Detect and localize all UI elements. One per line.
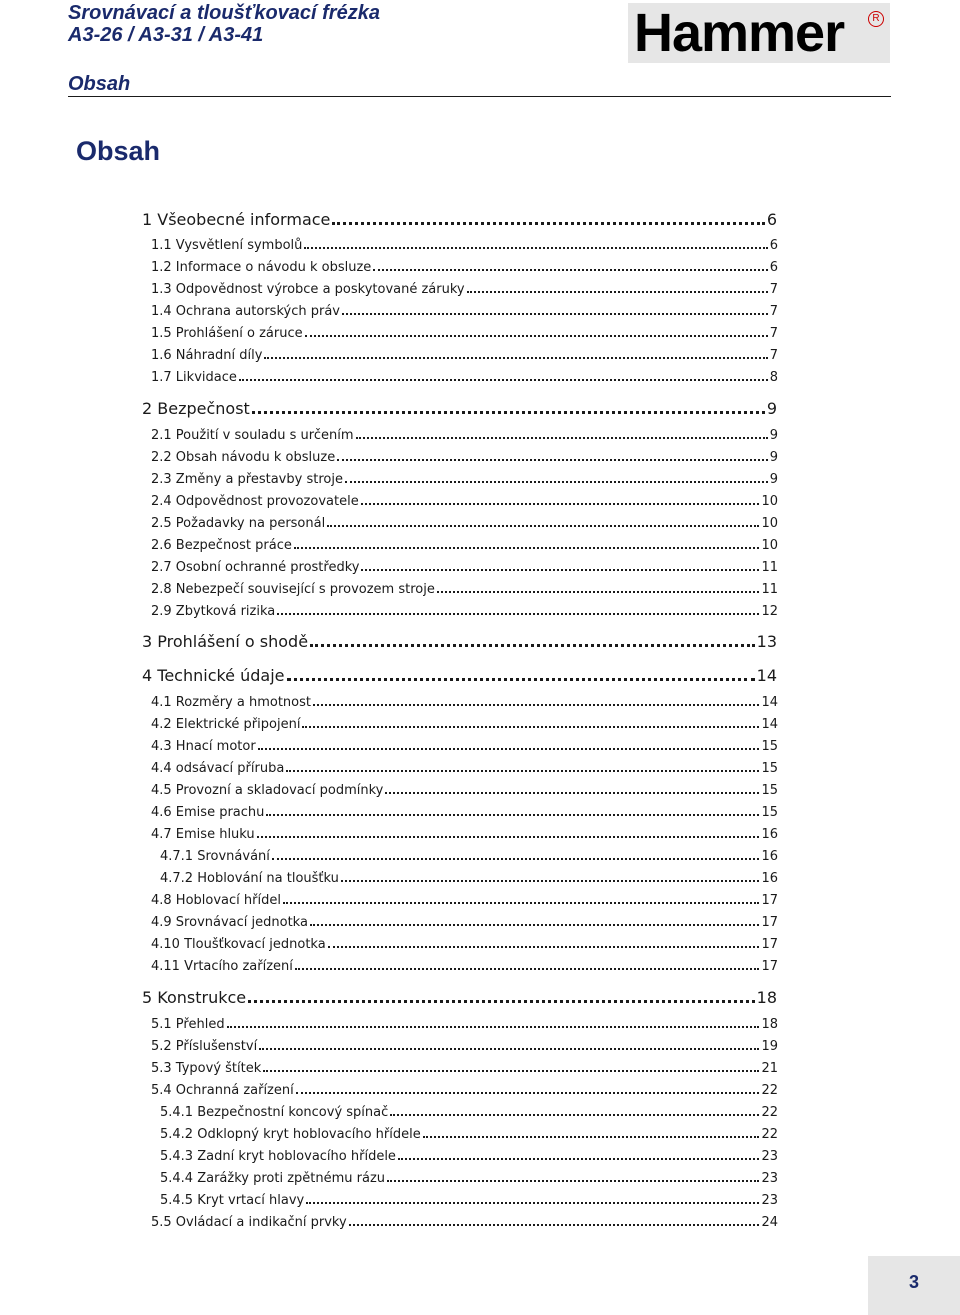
toc-entry[interactable] — [142, 981, 777, 1007]
toc-entry-label: 1.1 Vysvětlení symbolů — [151, 238, 303, 253]
dot-leader — [259, 1048, 759, 1050]
toc-entry-page: 17 — [761, 937, 778, 952]
toc-entry-label: 5.4 Ochranná zařízení — [151, 1083, 294, 1098]
toc-entry[interactable] — [151, 575, 778, 597]
dot-leader — [239, 379, 768, 381]
page-number-box — [868, 1256, 960, 1315]
toc-entry[interactable] — [151, 798, 778, 820]
toc-entry[interactable] — [151, 509, 778, 531]
toc-entry-page: 23 — [761, 1193, 778, 1208]
dot-leader — [337, 459, 768, 461]
toc-entry[interactable] — [151, 341, 778, 363]
toc-entry[interactable] — [151, 952, 778, 974]
toc-entry-label: 4.2 Elektrické připojení — [151, 717, 301, 732]
dot-leader — [437, 591, 760, 593]
dot-leader — [306, 1202, 759, 1204]
toc-entry[interactable] — [151, 319, 778, 341]
dot-leader — [342, 313, 768, 315]
toc-entry-label: 4.9 Srovnávací jednotka — [151, 915, 308, 930]
toc-entry-page: 16 — [761, 871, 778, 886]
toc-entry[interactable] — [151, 710, 778, 732]
toc-entry-page: 15 — [761, 783, 778, 798]
dot-leader — [310, 644, 755, 647]
toc-entry-label: 2.8 Nebezpečí související s provozem stroje — [151, 582, 435, 597]
page-title: Obsah — [76, 136, 161, 166]
toc-entry-label: 5 Konstrukce — [142, 988, 247, 1007]
toc-entry[interactable] — [151, 487, 778, 509]
toc-entry-label: 5.2 Příslušenství — [151, 1039, 258, 1054]
toc-entry-label: 5.4.5 Kryt vrtací hlavy — [160, 1193, 305, 1208]
dot-leader — [296, 1092, 760, 1094]
toc-entry-page: 10 — [761, 516, 778, 531]
toc-entry[interactable] — [151, 776, 778, 798]
toc-entry-page: 7 — [769, 282, 778, 297]
toc-entry[interactable] — [151, 886, 778, 908]
dot-leader — [266, 814, 759, 816]
toc-entry-page: 9 — [769, 450, 778, 465]
dot-leader — [294, 547, 760, 549]
toc-entry[interactable] — [151, 443, 778, 465]
toc-entry-label: 2.7 Osobní ochranné prostředky — [151, 560, 360, 575]
dot-leader — [423, 1136, 760, 1138]
dot-leader — [328, 946, 760, 948]
toc-entry-label: 2.9 Zbytková rizika — [151, 604, 276, 619]
dot-leader — [295, 968, 760, 970]
dot-leader — [387, 1180, 759, 1182]
toc-entry[interactable] — [151, 1208, 778, 1230]
toc-entry-page: 15 — [761, 761, 778, 776]
toc-entry-page: 13 — [756, 632, 777, 651]
toc-entry-label: 1.7 Likvidace — [151, 370, 237, 385]
dot-leader — [272, 858, 760, 860]
toc-entry-label: 1.3 Odpovědnost výrobce a poskytované záruky — [151, 282, 465, 297]
toc-entry[interactable] — [142, 203, 777, 229]
toc-entry[interactable] — [142, 392, 777, 418]
toc-entry[interactable] — [151, 1076, 778, 1098]
toc-entry[interactable] — [142, 625, 777, 651]
dot-leader — [361, 569, 759, 571]
toc-entry-page: 17 — [761, 893, 778, 908]
toc-entry-page: 17 — [761, 959, 778, 974]
dot-leader — [252, 411, 765, 414]
toc-entry-page: 9 — [766, 399, 777, 418]
toc-entry[interactable] — [160, 1186, 778, 1208]
toc-entry-page: 7 — [769, 348, 778, 363]
toc-entry-page: 22 — [761, 1127, 778, 1142]
dot-leader — [257, 836, 760, 838]
toc-entry-label: 5.4.2 Odklopný kryt hoblovacího hřídele — [160, 1127, 421, 1142]
toc-entry-page: 22 — [761, 1083, 778, 1098]
dot-leader — [310, 924, 760, 926]
toc-entry-page: 18 — [761, 1017, 778, 1032]
toc-entry-page: 10 — [761, 538, 778, 553]
toc-entry-label: 4.10 Tloušťkovací jednotka — [151, 937, 326, 952]
toc-entry[interactable] — [151, 363, 778, 385]
toc-entry-label: 5.4.1 Bezpečnostní koncový spínač — [160, 1105, 389, 1120]
toc-entry-page: 8 — [769, 370, 778, 385]
toc-entry-label: 4 Technické údaje — [142, 666, 285, 685]
toc-entry[interactable] — [160, 842, 778, 864]
toc-entry-label: 4.4 odsávací příruba — [151, 761, 285, 776]
toc-entry[interactable] — [151, 688, 778, 710]
toc-entry-label: 5.1 Přehled — [151, 1017, 225, 1032]
toc-entry-label: 4.1 Rozměry a hmotnost — [151, 695, 311, 710]
logo-wordmark: Hammer — [634, 3, 845, 63]
toc-entry-page: 9 — [769, 428, 778, 443]
toc-entry[interactable] — [151, 465, 778, 487]
dot-leader — [305, 335, 768, 337]
toc-entry-label: 5.3 Typový štítek — [151, 1061, 262, 1076]
toc-entry-page: 16 — [761, 849, 778, 864]
toc-entry-page: 23 — [761, 1171, 778, 1186]
dot-leader — [302, 726, 759, 728]
toc-entry[interactable] — [160, 1164, 778, 1186]
toc-entry-label: 1.5 Prohlášení o záruce — [151, 326, 303, 341]
dot-leader — [467, 291, 768, 293]
toc-entry[interactable] — [142, 659, 777, 685]
toc-entry-page: 24 — [761, 1215, 778, 1230]
toc-entry[interactable] — [151, 820, 778, 842]
toc-entry-label: 5.5 Ovládací a indikační prvky — [151, 1215, 347, 1230]
toc-entry-label: 2.4 Odpovědnost provozovatele — [151, 494, 359, 509]
toc-entry-label: 4.7.2 Hoblování na tloušťku — [160, 871, 339, 886]
toc-entry[interactable] — [160, 1142, 778, 1164]
toc-entry-label: 4.7.1 Srovnávání — [160, 849, 270, 864]
toc-entry-page: 14 — [761, 717, 778, 732]
toc-entry-page: 21 — [761, 1061, 778, 1076]
toc-entry[interactable] — [160, 864, 778, 886]
toc-entry-page: 22 — [761, 1105, 778, 1120]
toc-entry-page: 7 — [769, 326, 778, 341]
toc-entry-page: 14 — [756, 666, 777, 685]
dot-leader — [287, 678, 755, 681]
toc-entry-page: 9 — [769, 472, 778, 487]
toc-entry-page: 14 — [761, 695, 778, 710]
toc-entry-page: 19 — [761, 1039, 778, 1054]
dot-leader — [373, 269, 767, 271]
toc-entry[interactable] — [151, 553, 778, 575]
toc-entry-label: 1 Všeobecné informace — [142, 210, 331, 229]
toc-entry-page: 11 — [761, 560, 778, 575]
toc-entry-label: 2.6 Bezpečnost práce — [151, 538, 292, 553]
dot-leader — [345, 481, 768, 483]
toc-entry-label: 2 Bezpečnost — [142, 399, 250, 418]
dot-leader — [248, 1000, 755, 1003]
toc-entry-label: 4.6 Emise prachu — [151, 805, 265, 820]
dot-leader — [286, 770, 759, 772]
dot-leader — [313, 704, 759, 706]
toc-entry-page: 17 — [761, 915, 778, 930]
toc-entry-label: 4.5 Provozní a skladovací podmínky — [151, 783, 384, 798]
dot-leader — [349, 1224, 760, 1226]
toc-entry[interactable] — [151, 597, 778, 619]
toc-entry-page: 18 — [756, 988, 777, 1007]
document-title: Srovnávací a tloušťkovací frézka — [68, 2, 380, 24]
toc-entry-label: 1.2 Informace o návodu k obsluze — [151, 260, 372, 275]
registered-mark-icon: R — [868, 11, 884, 27]
toc-entry-label: 5.4.4 Zarážky proti zpětnému rázu — [160, 1171, 386, 1186]
toc-entry[interactable] — [160, 1120, 778, 1142]
toc-entry[interactable] — [151, 1054, 778, 1076]
toc-entry-page: 6 — [769, 238, 778, 253]
toc-entry[interactable] — [151, 253, 778, 275]
dot-leader — [356, 437, 768, 439]
toc-entry[interactable] — [151, 1010, 778, 1032]
toc-entry-label: 5.4.3 Zadní kryt hoblovacího hřídele — [160, 1149, 396, 1164]
page-number: 3 — [908, 1272, 919, 1292]
toc-entry-label: 2.5 Požadavky na personál — [151, 516, 326, 531]
toc-entry-page: 6 — [766, 210, 777, 229]
toc-entry-label: 4.8 Hoblovací hřídel — [151, 893, 281, 908]
toc-entry-label: 2.1 Použití v souladu s určením — [151, 428, 354, 443]
toc-entry[interactable] — [160, 1098, 778, 1120]
dot-leader — [258, 748, 760, 750]
toc-entry[interactable] — [151, 231, 778, 253]
dot-leader — [332, 222, 764, 225]
toc-entry[interactable] — [151, 531, 778, 553]
toc-entry-page: 10 — [761, 494, 778, 509]
toc-entry[interactable] — [151, 908, 778, 930]
toc-entry[interactable] — [151, 732, 778, 754]
dot-leader — [327, 525, 759, 527]
toc-entry-label: 1.6 Náhradní díly — [151, 348, 263, 363]
toc-entry[interactable] — [151, 754, 778, 776]
toc-entry-page: 6 — [769, 260, 778, 275]
section-label: Obsah — [68, 73, 131, 95]
toc-entry[interactable] — [151, 275, 778, 297]
toc-entry-label: 2.2 Obsah návodu k obsluze — [151, 450, 336, 465]
dot-leader — [341, 880, 760, 882]
toc-entry-page: 23 — [761, 1149, 778, 1164]
toc-entry-label: 4.11 Vrtacího zařízení — [151, 959, 293, 974]
dot-leader — [361, 503, 760, 505]
toc-entry-page: 11 — [761, 582, 778, 597]
toc-entry-label: 4.7 Emise hluku — [151, 827, 255, 842]
toc-entry-page: 7 — [769, 304, 778, 319]
dot-leader — [398, 1158, 760, 1160]
toc-entry[interactable] — [151, 1032, 778, 1054]
toc-entry-label: 4.3 Hnací motor — [151, 739, 256, 754]
model-numbers: A3-26 / A3-31 / A3-41 — [68, 24, 264, 46]
dot-leader — [385, 792, 759, 794]
toc-entry-page: 15 — [761, 739, 778, 754]
toc-entry-page: 12 — [761, 604, 778, 619]
dot-leader — [304, 247, 767, 249]
dot-leader — [263, 1070, 759, 1072]
toc-entry-label: 3 Prohlášení o shodě — [142, 632, 309, 651]
dot-leader — [227, 1026, 760, 1028]
toc-entry[interactable] — [151, 297, 778, 319]
dot-leader — [277, 613, 759, 615]
toc-entry-page: 15 — [761, 805, 778, 820]
dot-leader — [390, 1114, 759, 1116]
toc-entry[interactable] — [151, 930, 778, 952]
toc-entry-page: 16 — [761, 827, 778, 842]
toc-entry-label: 1.4 Ochrana autorských práv — [151, 304, 340, 319]
dot-leader — [264, 357, 767, 359]
dot-leader — [283, 902, 759, 904]
toc-entry-label: 2.3 Změny a přestavby stroje — [151, 472, 343, 487]
toc-entry[interactable] — [151, 421, 778, 443]
